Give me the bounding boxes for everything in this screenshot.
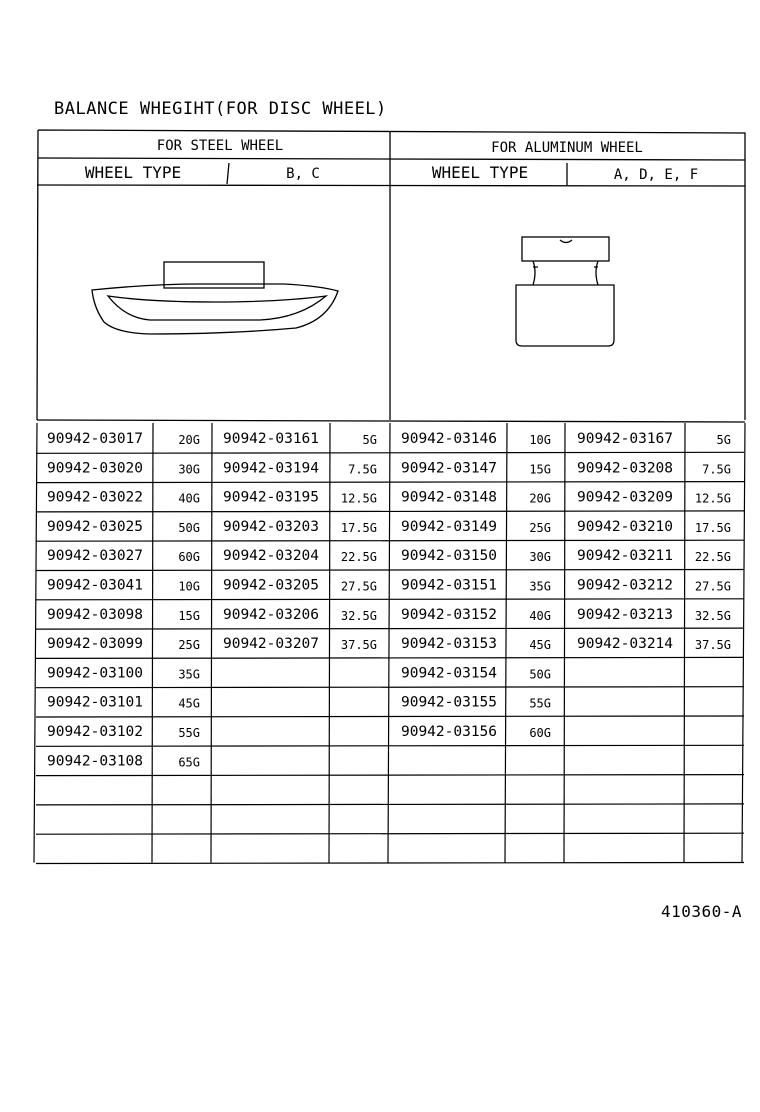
steel-weight-diagram: [92, 262, 338, 334]
part-number: 90942-03205: [222, 577, 320, 594]
weight-value: 40G: [178, 491, 200, 506]
part-number: 90942-03151: [400, 577, 498, 594]
part-number: 90942-03146: [400, 431, 498, 447]
part-number: 90942-03099: [46, 636, 144, 653]
image-bottom-line: [37, 420, 745, 422]
part-number: 90942-03148: [400, 489, 498, 506]
weight-value: 20G: [529, 491, 551, 506]
part-number: 90942-03147: [400, 460, 498, 477]
weight-value: 60G: [178, 550, 200, 565]
steel-wheel-type-value: B, C: [286, 166, 320, 182]
part-number: 90942-03209: [576, 489, 674, 506]
weight-value: 27.5G: [694, 579, 731, 594]
weight-value: 20G: [178, 433, 200, 447]
aluminum-header: FOR ALUMINUM WHEEL: [491, 140, 643, 156]
part-number: 90942-03203: [222, 518, 320, 535]
part-number: 90942-03195: [222, 489, 320, 506]
column-line: [329, 423, 330, 863]
weight-value: 10G: [178, 579, 200, 594]
weight-value: 37.5G: [340, 638, 377, 653]
page-title: BALANCE WHEGIHT(FOR DISC WHEEL): [54, 99, 387, 119]
row-line: [36, 570, 744, 571]
part-number: 90942-03101: [46, 694, 144, 711]
weight-value: 35G: [529, 579, 551, 594]
part-number: 90942-03100: [46, 665, 144, 682]
part-number: 90942-03204: [222, 548, 320, 565]
part-number: 90942-03027: [46, 548, 144, 565]
column-line: [742, 423, 745, 863]
row-line: [36, 687, 744, 688]
weight-value: 17.5G: [340, 520, 377, 535]
aluminum-wheel-type-value: A, D, E, F: [613, 167, 699, 183]
row-line: [36, 452, 744, 453]
part-number: 90942-03206: [222, 606, 320, 623]
weight-value: 12.5G: [694, 491, 731, 506]
part-number: 90942-03155: [400, 694, 498, 711]
weight-value: 25G: [529, 520, 551, 535]
part-number: 90942-03017: [46, 431, 144, 447]
part-number: 90942-03022: [46, 489, 144, 506]
part-number: 90942-03153: [400, 636, 498, 653]
row-line: [36, 745, 744, 746]
weight-value: 17.5G: [694, 520, 731, 535]
part-number: 90942-03211: [576, 548, 674, 565]
weight-value: 7.5G: [702, 462, 731, 477]
weight-value: 37.5G: [694, 638, 731, 653]
part-number: 90942-03149: [400, 518, 498, 535]
weight-value: 40G: [529, 608, 551, 623]
part-number: 90942-03161: [222, 431, 320, 447]
part-number: 90942-03150: [400, 548, 498, 565]
row-line: [36, 628, 744, 629]
weight-value: 7.5G: [348, 462, 377, 477]
column-line: [152, 423, 153, 863]
weight-value: 65G: [178, 755, 200, 770]
weight-value: 45G: [529, 638, 551, 653]
weight-value: 15G: [178, 608, 200, 623]
weight-value: 50G: [529, 667, 551, 682]
column-line: [211, 423, 212, 863]
part-number: 90942-03213: [576, 606, 674, 623]
drawing-code: 410360-A: [660, 902, 742, 921]
row-line: [36, 657, 744, 658]
row-line: [36, 540, 744, 541]
part-number: 90942-03212: [576, 577, 674, 594]
weight-value: 32.5G: [340, 608, 377, 623]
part-number: 90942-03210: [576, 518, 674, 535]
part-number: 90942-03156: [400, 724, 498, 740]
row-line: [36, 482, 744, 483]
part-number: 90942-03194: [222, 460, 320, 477]
row-line: [36, 511, 744, 512]
part-number: 90942-03152: [400, 606, 498, 623]
weight-value: 55G: [529, 696, 551, 711]
weight-value: 50G: [178, 520, 200, 535]
weight-value: 45G: [178, 696, 200, 711]
weight-value: 30G: [178, 462, 200, 477]
weight-value: 15G: [529, 462, 551, 477]
part-number: 90942-03207: [222, 636, 320, 653]
aluminum-weight-diagram: [516, 237, 614, 346]
part-number: 90942-03208: [576, 460, 674, 477]
row-line: [36, 599, 744, 600]
row-line: [36, 833, 744, 834]
row-line: [36, 804, 744, 805]
weight-value: 5G: [362, 433, 377, 447]
part-number: 90942-03020: [46, 460, 144, 477]
weight-value: 35G: [178, 667, 200, 682]
part-number: 90942-03041: [46, 577, 144, 594]
part-number: 90942-03154: [400, 665, 498, 682]
column-line: [564, 423, 565, 863]
weight-value: 30G: [529, 550, 551, 565]
row-line: [36, 775, 744, 776]
weight-value: 27.5G: [340, 579, 377, 594]
weight-value: 55G: [178, 726, 200, 740]
weight-value: 25G: [178, 638, 200, 653]
column-line: [388, 423, 390, 863]
part-number: 90942-03214: [576, 636, 674, 653]
steel-header: FOR STEEL WHEEL: [156, 138, 284, 154]
row-line: [36, 863, 744, 864]
column-line: [505, 423, 507, 863]
part-number: 90942-03167: [576, 431, 674, 447]
part-number: 90942-03098: [46, 606, 144, 623]
column-line: [684, 423, 685, 863]
weight-value: 5G: [716, 433, 731, 447]
row-line: [36, 716, 744, 717]
header-divider-1: [38, 158, 745, 160]
part-number: 90942-03102: [46, 724, 144, 740]
weight-value: 60G: [529, 726, 551, 740]
part-number: 90942-03025: [46, 518, 144, 535]
weight-value: 22.5G: [694, 550, 731, 565]
column-line: [34, 423, 37, 863]
weight-value: 12.5G: [340, 491, 377, 506]
wheel-type-divider-steel: [227, 163, 229, 184]
header-divider-2: [37, 185, 745, 186]
weight-value: 10G: [529, 433, 551, 447]
weight-value: 22.5G: [340, 550, 377, 565]
steel-wheel-type-label: WHEEL TYPE: [84, 163, 182, 182]
part-number: 90942-03108: [46, 753, 144, 770]
aluminum-wheel-type-label: WHEEL TYPE: [431, 163, 529, 182]
weight-value: 32.5G: [694, 608, 731, 623]
